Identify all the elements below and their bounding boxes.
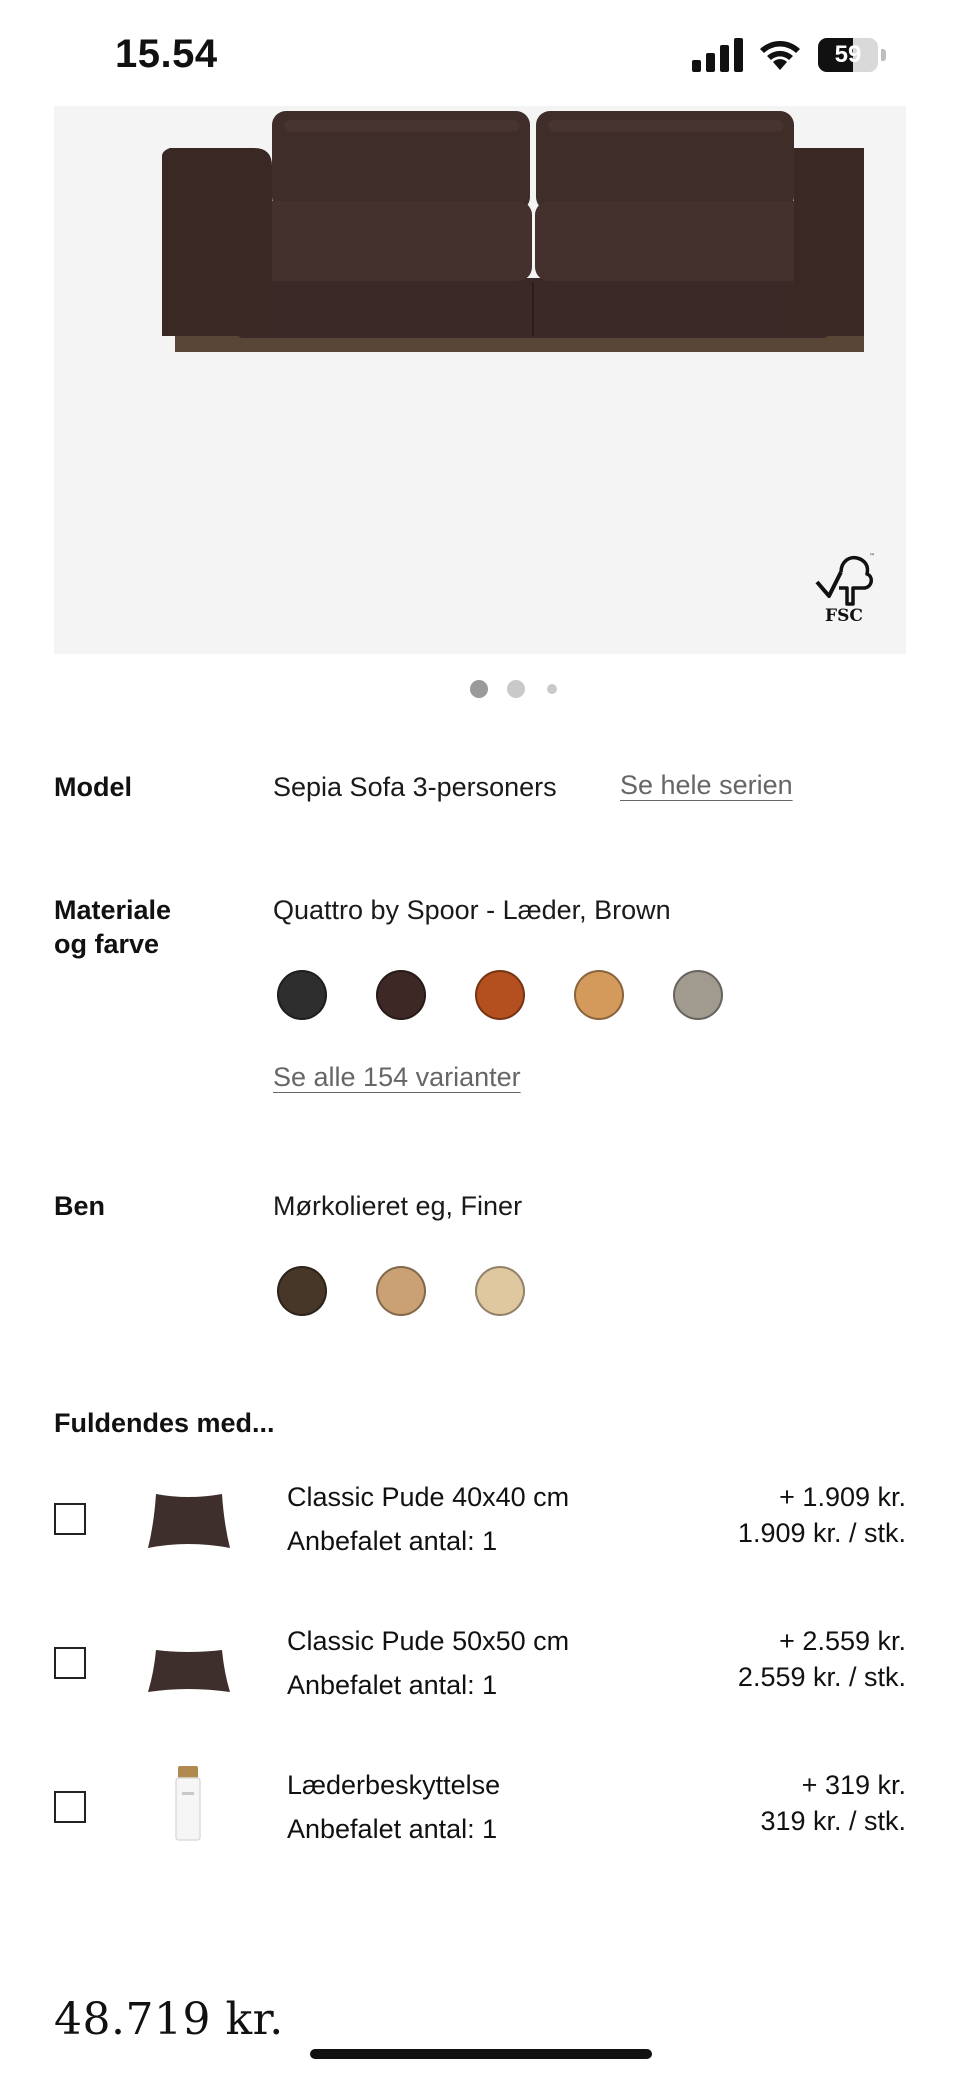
tree-check-icon — [811, 552, 877, 608]
addon-name: Læderbeskyttelse — [287, 1770, 501, 1800]
cellular-signal-icon — [692, 38, 744, 72]
product-image-gallery[interactable] — [54, 106, 906, 654]
addon-checkbox[interactable] — [54, 1791, 86, 1823]
carousel-dot-2[interactable] — [507, 680, 525, 698]
home-indicator[interactable] — [310, 2049, 652, 2059]
material-label-line1: Materiale — [54, 895, 172, 925]
carousel-dot-1[interactable] — [470, 680, 488, 698]
legs-value: Mørkolieret eg, Finer — [273, 1191, 523, 1221]
addon-price: + 2.559 kr. — [779, 1626, 906, 1656]
addon-recommended: Anbefalet antal: 1 — [287, 1670, 498, 1700]
svg-text:™: ™ — [869, 553, 875, 560]
addon-recommended: Anbefalet antal: 1 — [287, 1814, 498, 1844]
material-swatch-5[interactable] — [673, 970, 723, 1020]
battery-icon — [818, 38, 888, 72]
leg-swatch-1[interactable] — [277, 1266, 327, 1316]
addon-checkbox[interactable] — [54, 1503, 86, 1535]
total-price: 48.719 kr. — [54, 1994, 284, 2045]
leg-swatch-3[interactable] — [475, 1266, 525, 1316]
see-all-variants-link[interactable]: Se alle 154 varianter — [273, 1062, 521, 1092]
material-label — [54, 893, 171, 961]
model-value: Sepia Sofa 3-personers — [273, 772, 557, 802]
leather-protector-bottle-icon — [140, 1762, 236, 1842]
material-swatch-2[interactable] — [376, 970, 426, 1020]
battery-level: 59 — [834, 41, 862, 68]
see-series-link[interactable]: Se hele serien — [620, 770, 793, 800]
addon-recommended: Anbefalet antal: 1 — [287, 1526, 498, 1556]
pillow-icon — [140, 1480, 236, 1560]
material-swatch-1[interactable] — [277, 970, 327, 1020]
model-label: Model — [54, 772, 132, 802]
pillow-icon — [140, 1624, 236, 1704]
status-time: 15.54 — [115, 32, 218, 76]
addon-name: Classic Pude 40x40 cm — [287, 1482, 570, 1512]
material-label-line2: og farve — [54, 929, 160, 959]
leg-swatch-2[interactable] — [376, 1266, 426, 1316]
addon-unit-price: 2.559 kr. / stk. — [737, 1662, 906, 1692]
addon-unit-price: 319 kr. / stk. — [760, 1806, 906, 1836]
wifi-icon — [758, 36, 802, 72]
material-value: Quattro by Spoor - Læder, Brown — [273, 895, 671, 925]
legs-label: Ben — [54, 1191, 106, 1221]
status-bar — [0, 0, 960, 110]
material-swatch-3[interactable] — [475, 970, 525, 1020]
addon-price: + 1.909 kr. — [779, 1482, 906, 1512]
addon-checkbox[interactable] — [54, 1647, 86, 1679]
addon-name: Classic Pude 50x50 cm — [287, 1626, 570, 1656]
fsc-label: FSC — [825, 606, 863, 626]
carousel-dot-3[interactable] — [547, 684, 557, 694]
addon-unit-price: 1.909 kr. / stk. — [737, 1518, 906, 1548]
fsc-badge — [811, 552, 881, 632]
material-swatch-4[interactable] — [574, 970, 624, 1020]
addon-price: + 319 kr. — [801, 1770, 906, 1800]
sofa-product-image — [104, 106, 864, 356]
addons-heading: Fuldendes med... — [54, 1408, 275, 1438]
